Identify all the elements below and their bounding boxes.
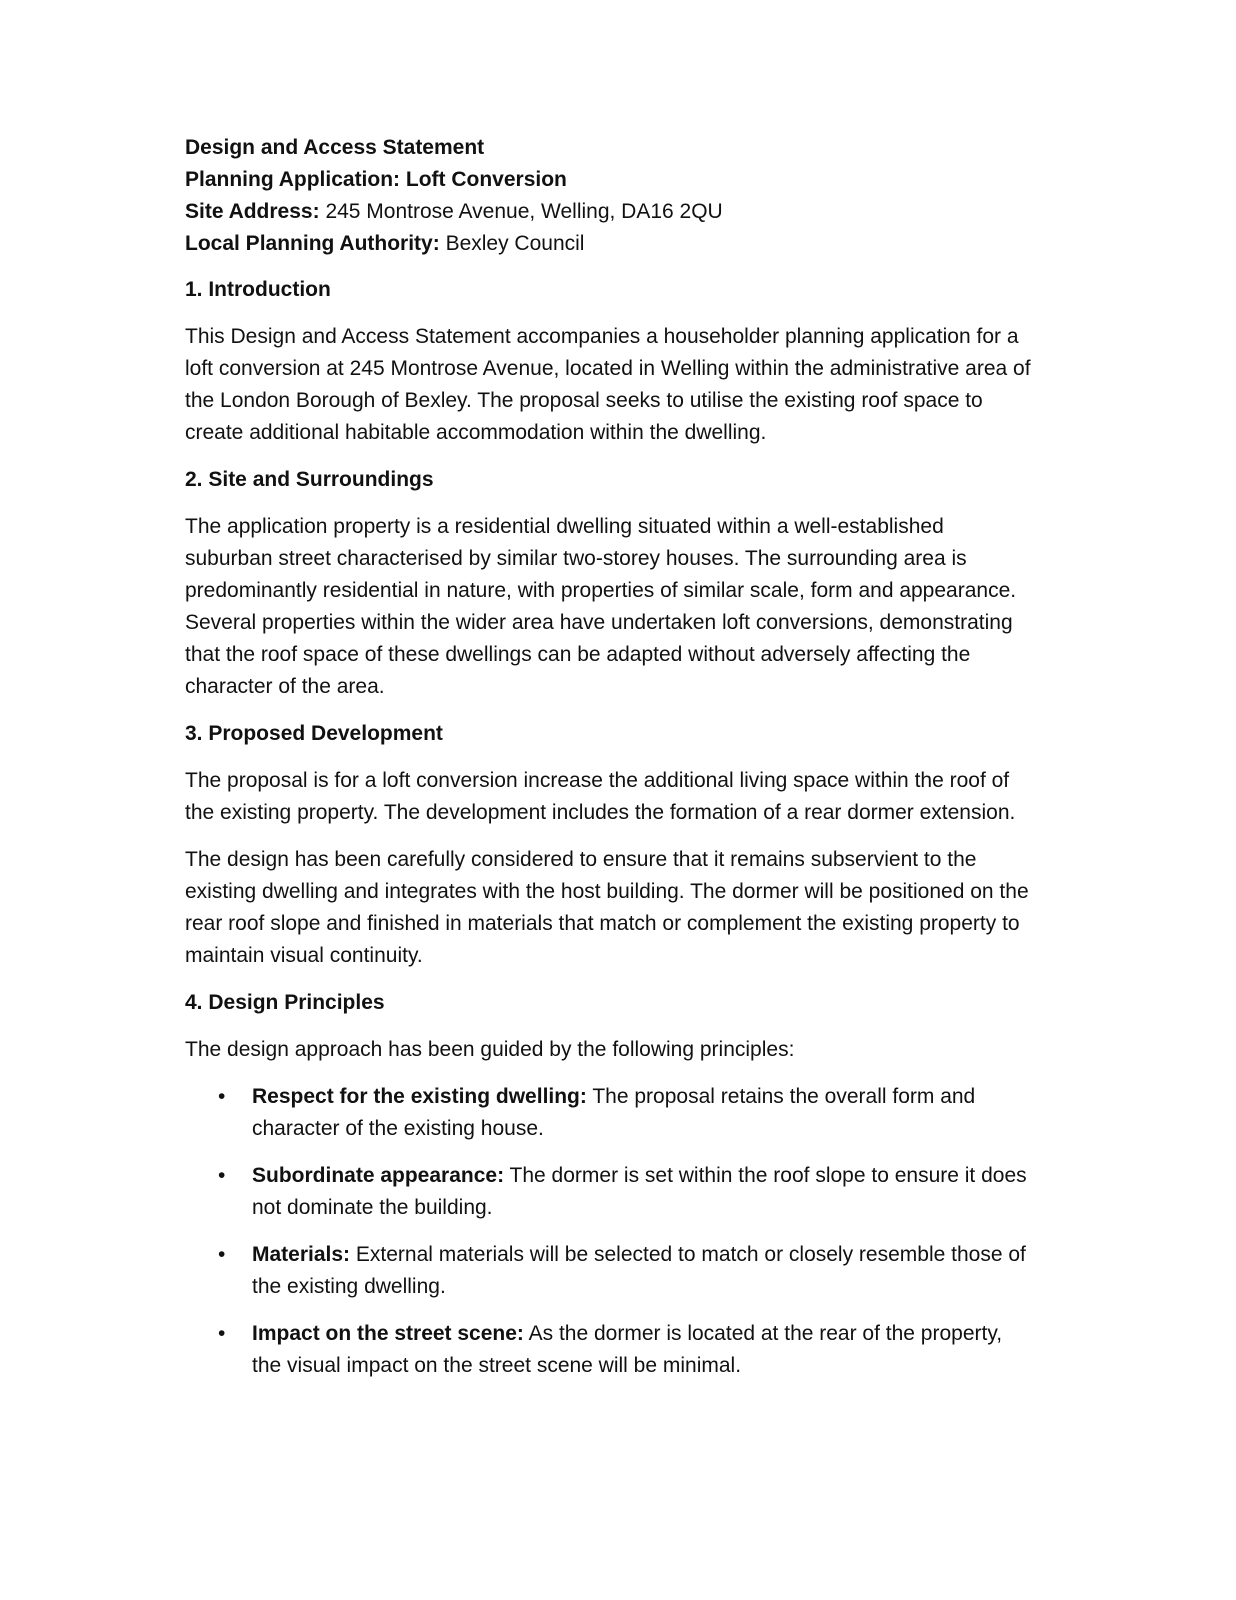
application-text: Planning Application: Loft Conversion [185, 168, 567, 191]
site-address-line [185, 196, 1035, 228]
principle-text: The proposal retains the overall form and character of the existing house. [252, 1085, 976, 1140]
principle-term: Impact on the street scene: [252, 1322, 524, 1345]
application-line [185, 164, 1035, 196]
list-item [185, 1160, 1035, 1224]
principles-list [185, 1081, 1035, 1382]
document-content [185, 132, 1035, 1397]
principle-text: The dormer is set within the roof slope to ensure it does not dominate the building. [252, 1164, 1027, 1219]
bullet-icon: • [218, 1322, 226, 1345]
authority-label: Local Planning Authority: [185, 232, 440, 255]
list-item [185, 1318, 1035, 1382]
site-paragraph: The application property is a residential dwelling situated within a well-established suburban street characterised by similar two-storey houses. The surrounding area is predominantly residential in nature, with properties of similar scale, form and appearance. Several properties within the wider area have undertaken loft conversions, demonstrating that the roof space of these dwellings can be adapted without adversely affecting the character of the area. [185, 515, 1017, 698]
site-address-label: Site Address: [185, 200, 320, 223]
section-heading-proposed: 3. Proposed Development [185, 722, 443, 745]
list-item [185, 1081, 1035, 1145]
principle-term: Subordinate appearance: [252, 1164, 505, 1187]
document-title [185, 132, 1035, 164]
bullet-icon: • [218, 1085, 226, 1108]
bullet-icon: • [218, 1164, 226, 1187]
proposed-paragraph-1: The proposal is for a loft conversion increase the additional living space within the roof of the existing property. The development includes the formation of a rear dormer extension. [185, 769, 1016, 824]
authority-line [185, 228, 1035, 260]
authority-value: Bexley Council [445, 232, 585, 255]
principle-text: External materials will be selected to match or closely resemble those of the existing dwelling. [252, 1243, 1026, 1298]
principle-term: Materials: [252, 1243, 351, 1266]
site-address-value: 245 Montrose Avenue, Welling, DA16 2QU [325, 200, 723, 223]
proposed-paragraph-2: The design has been carefully considered to ensure that it remains subservient to the existing dwelling and integrates with the host building. The dormer will be positioned on the rear roof slope and finished in materials that match or complement the existing property to maintain visual continuity. [185, 848, 1029, 967]
bullet-icon: • [218, 1243, 226, 1266]
list-item [185, 1239, 1035, 1303]
introduction-paragraph: This Design and Access Statement accompanies a householder planning application for a loft conversion at 245 Montrose Avenue, located in Welling within the administrative area of the London Borough of Bexley. The proposal seeks to utilise the existing roof space to create additional habitable accommodation within the dwelling. [185, 325, 1031, 444]
document-title-text: Design and Access Statement [185, 136, 485, 159]
document-header [185, 132, 1035, 260]
section-heading-introduction: 1. Introduction [185, 278, 331, 301]
principle-text: As the dormer is located at the rear of the property, the visual impact on the street scene will be minimal. [252, 1322, 1003, 1377]
principles-intro: The design approach has been guided by the following principles: [185, 1038, 795, 1061]
section-heading-site: 2. Site and Surroundings [185, 468, 434, 491]
section-heading-principles: 4. Design Principles [185, 991, 385, 1014]
principle-term: Respect for the existing dwelling: [252, 1085, 587, 1108]
